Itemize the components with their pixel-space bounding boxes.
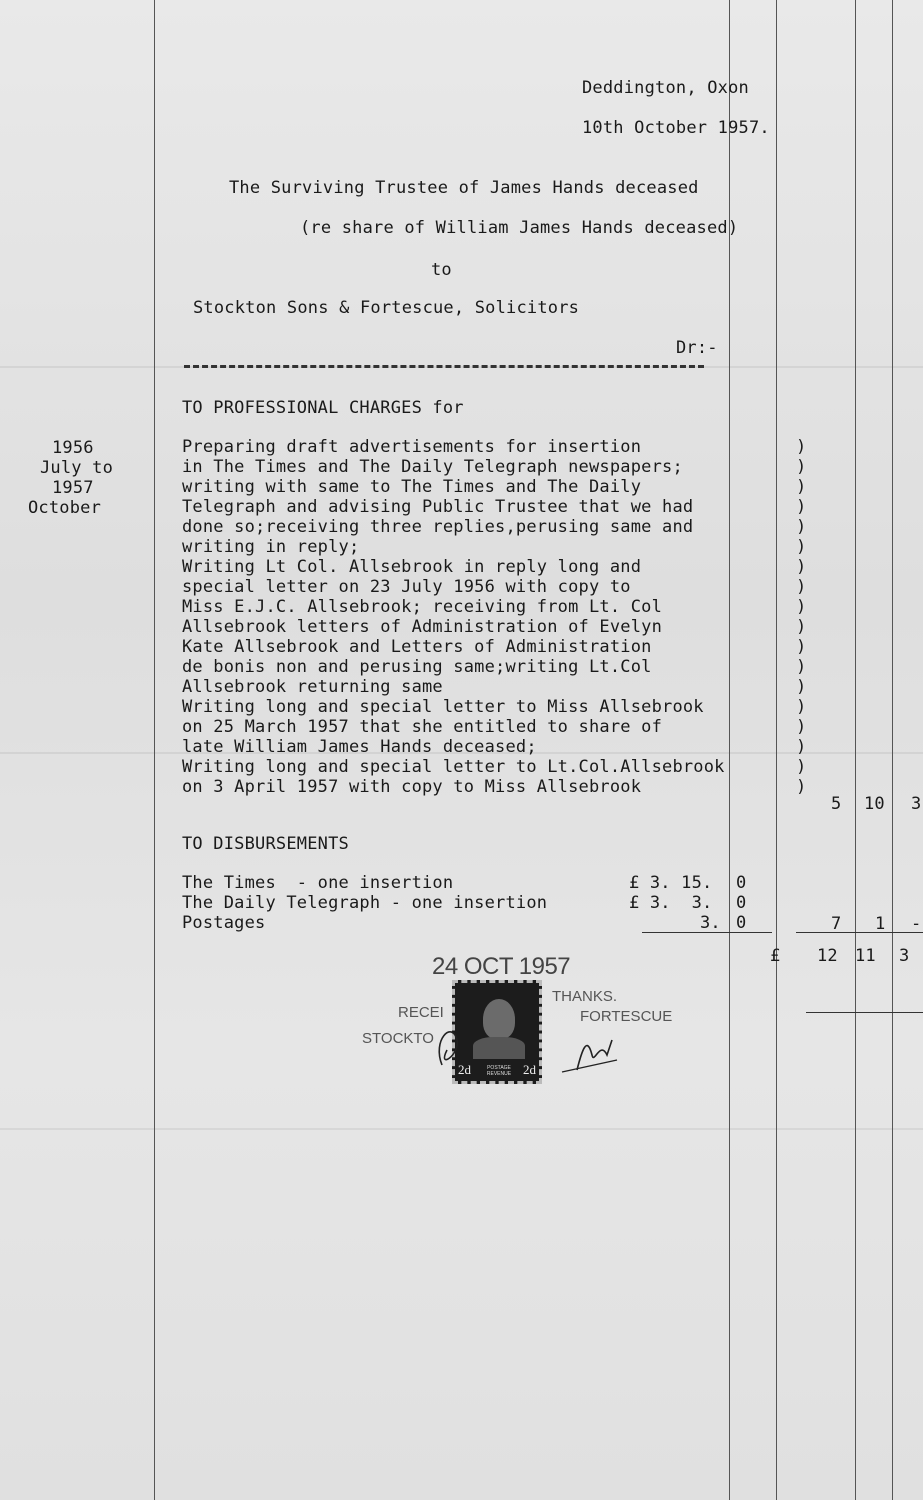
charge-line: writing with same to The Times and The Daily: [182, 477, 642, 497]
bracket-mark: ): [796, 497, 807, 517]
bracket-mark: ): [796, 657, 807, 677]
column-rule: [855, 0, 856, 1500]
dashed-separator: [184, 365, 704, 368]
charge-line: Miss E.J.C. Allsebrook; receiving from Lt. Col: [182, 597, 663, 617]
margin-rule: [154, 0, 155, 1500]
signature-icon: [402, 1010, 632, 1080]
charge-line: Preparing draft advertisements for insertion: [182, 437, 642, 457]
bracket-mark: ): [796, 677, 807, 697]
total-pounds: 12: [817, 946, 838, 966]
disbursements-shillings: 1: [875, 914, 886, 934]
disbursement-amount: 3.: [700, 913, 721, 933]
receipt-stamp-text: STOCKTO: [362, 1030, 434, 1047]
bracket-mark: ): [796, 617, 807, 637]
bracket-mark: ): [796, 557, 807, 577]
disbursement-pence: 0: [736, 873, 747, 893]
subtotal-rule: [642, 932, 772, 933]
disbursement-amount: £ 3. 15.: [629, 873, 713, 893]
bracket-mark: ): [796, 437, 807, 457]
charge-line: on 3 April 1957 with copy to Miss Allsebrook: [182, 777, 642, 797]
disbursement-label: The Daily Telegraph - one insertion: [182, 893, 548, 913]
bracket-mark: ): [796, 697, 807, 717]
place: Deddington, Oxon: [582, 78, 749, 98]
professional-shillings: 10: [864, 794, 885, 814]
professional-heading: TO PROFESSIONAL CHARGES for: [182, 398, 464, 418]
charge-line: Kate Allsebrook and Letters of Administration: [182, 637, 652, 657]
period-line: October: [28, 498, 102, 518]
professional-pence: 3: [911, 794, 922, 814]
column-rule: [776, 0, 777, 1500]
charge-line: de bonis non and perusing same;writing Lt.Col: [182, 657, 652, 677]
charge-line: writing in reply;: [182, 537, 360, 557]
charge-line: Writing Lt Col. Allsebrook in reply long and: [182, 557, 642, 577]
charge-line: Telegraph and advising Public Trustee that we had: [182, 497, 694, 517]
bracket-mark: ): [796, 457, 807, 477]
disbursement-label: The Times - one insertion: [182, 873, 454, 893]
disbursement-pence: 0: [736, 893, 747, 913]
charge-line: special letter on 23 July 1956 with copy to: [182, 577, 631, 597]
client-line: The Surviving Trustee of James Hands deceased: [229, 178, 699, 198]
bracket-mark: ): [796, 737, 807, 757]
re-line: (re share of William James Hands deceased): [300, 218, 739, 238]
bracket-mark: ): [796, 637, 807, 657]
period-line: 1957: [52, 478, 94, 498]
disbursement-label: Postages: [182, 913, 266, 933]
total-shillings: 11: [855, 946, 876, 966]
charge-line: Writing long and special letter to Lt.Col.Allsebrook: [182, 757, 725, 777]
period-line: July to: [40, 458, 114, 478]
receipt-stamp-text: THANKS.: [552, 988, 618, 1005]
disbursement-amount: £ 3. 3.: [629, 893, 713, 913]
disbursements-pounds: 7: [831, 914, 842, 934]
disbursements-heading: TO DISBURSEMENTS: [182, 834, 349, 854]
charge-line: Allsebrook letters of Administration of Evelyn: [182, 617, 663, 637]
receipt-stamp-date: 24 OCT 1957: [432, 953, 571, 980]
stamp-denomination: 2d: [523, 1062, 536, 1077]
total-rule: [806, 1012, 923, 1013]
to-line: to: [431, 260, 452, 280]
letter-date: 10th October 1957.: [582, 118, 770, 138]
bracket-mark: ): [796, 517, 807, 537]
total-currency: £: [770, 946, 781, 966]
fold-crease: [0, 1128, 923, 1130]
charge-line: Allsebrook returning same: [182, 677, 443, 697]
charge-line: done so;receiving three replies,perusing same and: [182, 517, 694, 537]
bracket-mark: ): [796, 577, 807, 597]
firm-name: Stockton Sons & Fortescue, Solicitors: [193, 298, 580, 318]
charge-line: Writing long and special letter to Miss Allsebrook: [182, 697, 704, 717]
bracket-mark: ): [796, 717, 807, 737]
charge-line: in The Times and The Daily Telegraph newspapers;: [182, 457, 683, 477]
bracket-mark: ): [796, 757, 807, 777]
bracket-mark: ): [796, 537, 807, 557]
total-pence: 3: [899, 946, 910, 966]
receipt-stamp-text: RECEI: [398, 1004, 444, 1021]
subtotal-rule: [796, 932, 923, 933]
stamp-label: POSTAGE REVENUE: [486, 1065, 512, 1077]
column-rule: [892, 0, 893, 1500]
professional-pounds: 5: [831, 794, 842, 814]
period-line: 1956: [52, 438, 94, 458]
bracket-mark: ): [796, 777, 807, 797]
bracket-mark: ): [796, 477, 807, 497]
bracket-mark: ): [796, 597, 807, 617]
stamp-denomination: 2d: [458, 1062, 471, 1077]
disbursements-pence: -: [911, 914, 922, 934]
charge-line: on 25 March 1957 that she entitled to share of: [182, 717, 663, 737]
charge-line: late William James Hands deceased;: [182, 737, 537, 757]
receipt-stamp-text: FORTESCUE: [580, 1008, 673, 1025]
debit-marker: Dr:-: [676, 338, 718, 358]
disbursement-pence: 0: [736, 913, 747, 933]
